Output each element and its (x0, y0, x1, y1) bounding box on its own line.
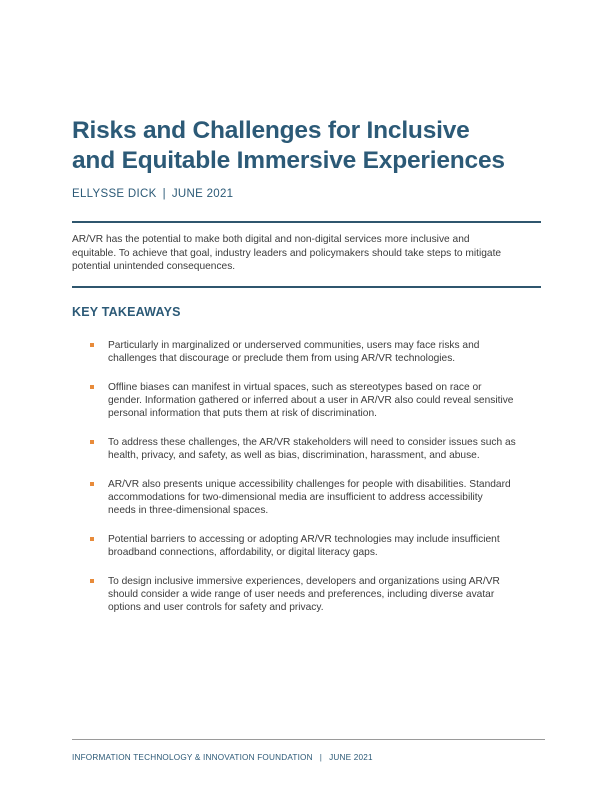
square-bullet-icon (90, 482, 94, 486)
key-takeaways-list (90, 339, 550, 614)
summary-top-rule (72, 221, 541, 223)
takeaway-line: To design inclusive immersive experiences, developers and organizations using AR/VR (108, 576, 500, 587)
square-bullet-icon (90, 440, 94, 444)
takeaway-item (90, 436, 550, 462)
document-title (72, 116, 542, 176)
takeaway-item (90, 339, 550, 365)
summary-line: AR/VR has the potential to make both digital and non-digital services more inclusive and (72, 234, 470, 245)
square-bullet-icon (90, 579, 94, 583)
title-line-2: and Equitable Immersive Experiences (72, 147, 505, 174)
takeaway-item (90, 575, 550, 614)
takeaway-line: personal information that puts them at risk of discrimination. (108, 408, 377, 419)
key-takeaways-heading: KEY TAKEAWAYS (72, 305, 181, 319)
page-footer (72, 753, 373, 762)
footer-rule (72, 739, 545, 740)
takeaway-line: should consider a wide range of user needs and preferences, including diverse avatar (108, 589, 495, 600)
publication-date: JUNE 2021 (171, 188, 234, 200)
footer-separator: | (319, 753, 323, 762)
takeaway-line: To address these challenges, the AR/VR stakeholders will need to consider issues such as (108, 437, 516, 448)
takeaway-line: AR/VR also presents unique accessibility challenges for people with disabilities. Standard (108, 479, 511, 490)
takeaway-line: options and user controls for safety and privacy. (108, 602, 324, 613)
author-name: ELLYSSE DICK (72, 188, 157, 200)
summary-line: equitable. To achieve that goal, industry leaders and policymakers should take steps to mitigate (72, 247, 502, 259)
footer-date: JUNE 2021 (329, 753, 373, 762)
byline (72, 188, 233, 200)
takeaway-line: health, privacy, and safety, as well as bias, discrimination, harassment, and abuse. (108, 450, 480, 461)
takeaway-line: needs in three-dimensional spaces. (108, 505, 269, 516)
takeaway-line: broadband connections, affordability, or digital literacy gaps. (108, 547, 378, 558)
takeaway-item (90, 533, 550, 559)
takeaway-line: Offline biases can manifest in virtual spaces, such as stereotypes based on race or (108, 382, 482, 393)
takeaway-line: Potential barriers to accessing or adopting AR/VR technologies may include insufficient (108, 534, 500, 545)
takeaway-line: challenges that discourage or preclude them from using AR/VR technologies. (108, 353, 456, 364)
takeaway-line: Particularly in marginalized or underserved communities, users may face risks and (108, 340, 480, 351)
takeaway-line: accommodations for two-dimensional media are insufficient to address accessibility (108, 492, 483, 503)
takeaway-item (90, 381, 550, 420)
byline-separator: | (162, 188, 166, 200)
takeaway-item (90, 478, 550, 517)
square-bullet-icon (90, 343, 94, 347)
square-bullet-icon (90, 537, 94, 541)
summary-line: potential unintended consequences. (72, 261, 236, 272)
footer-organization: INFORMATION TECHNOLOGY & INNOVATION FOUNDATION (72, 753, 313, 762)
square-bullet-icon (90, 385, 94, 389)
takeaway-line: gender. Information gathered or inferred about a user in AR/VR also could reveal sensitive (108, 395, 514, 406)
title-line-1: Risks and Challenges for Inclusive (72, 117, 470, 144)
summary-bottom-rule (72, 286, 541, 288)
summary-paragraph (72, 233, 541, 274)
